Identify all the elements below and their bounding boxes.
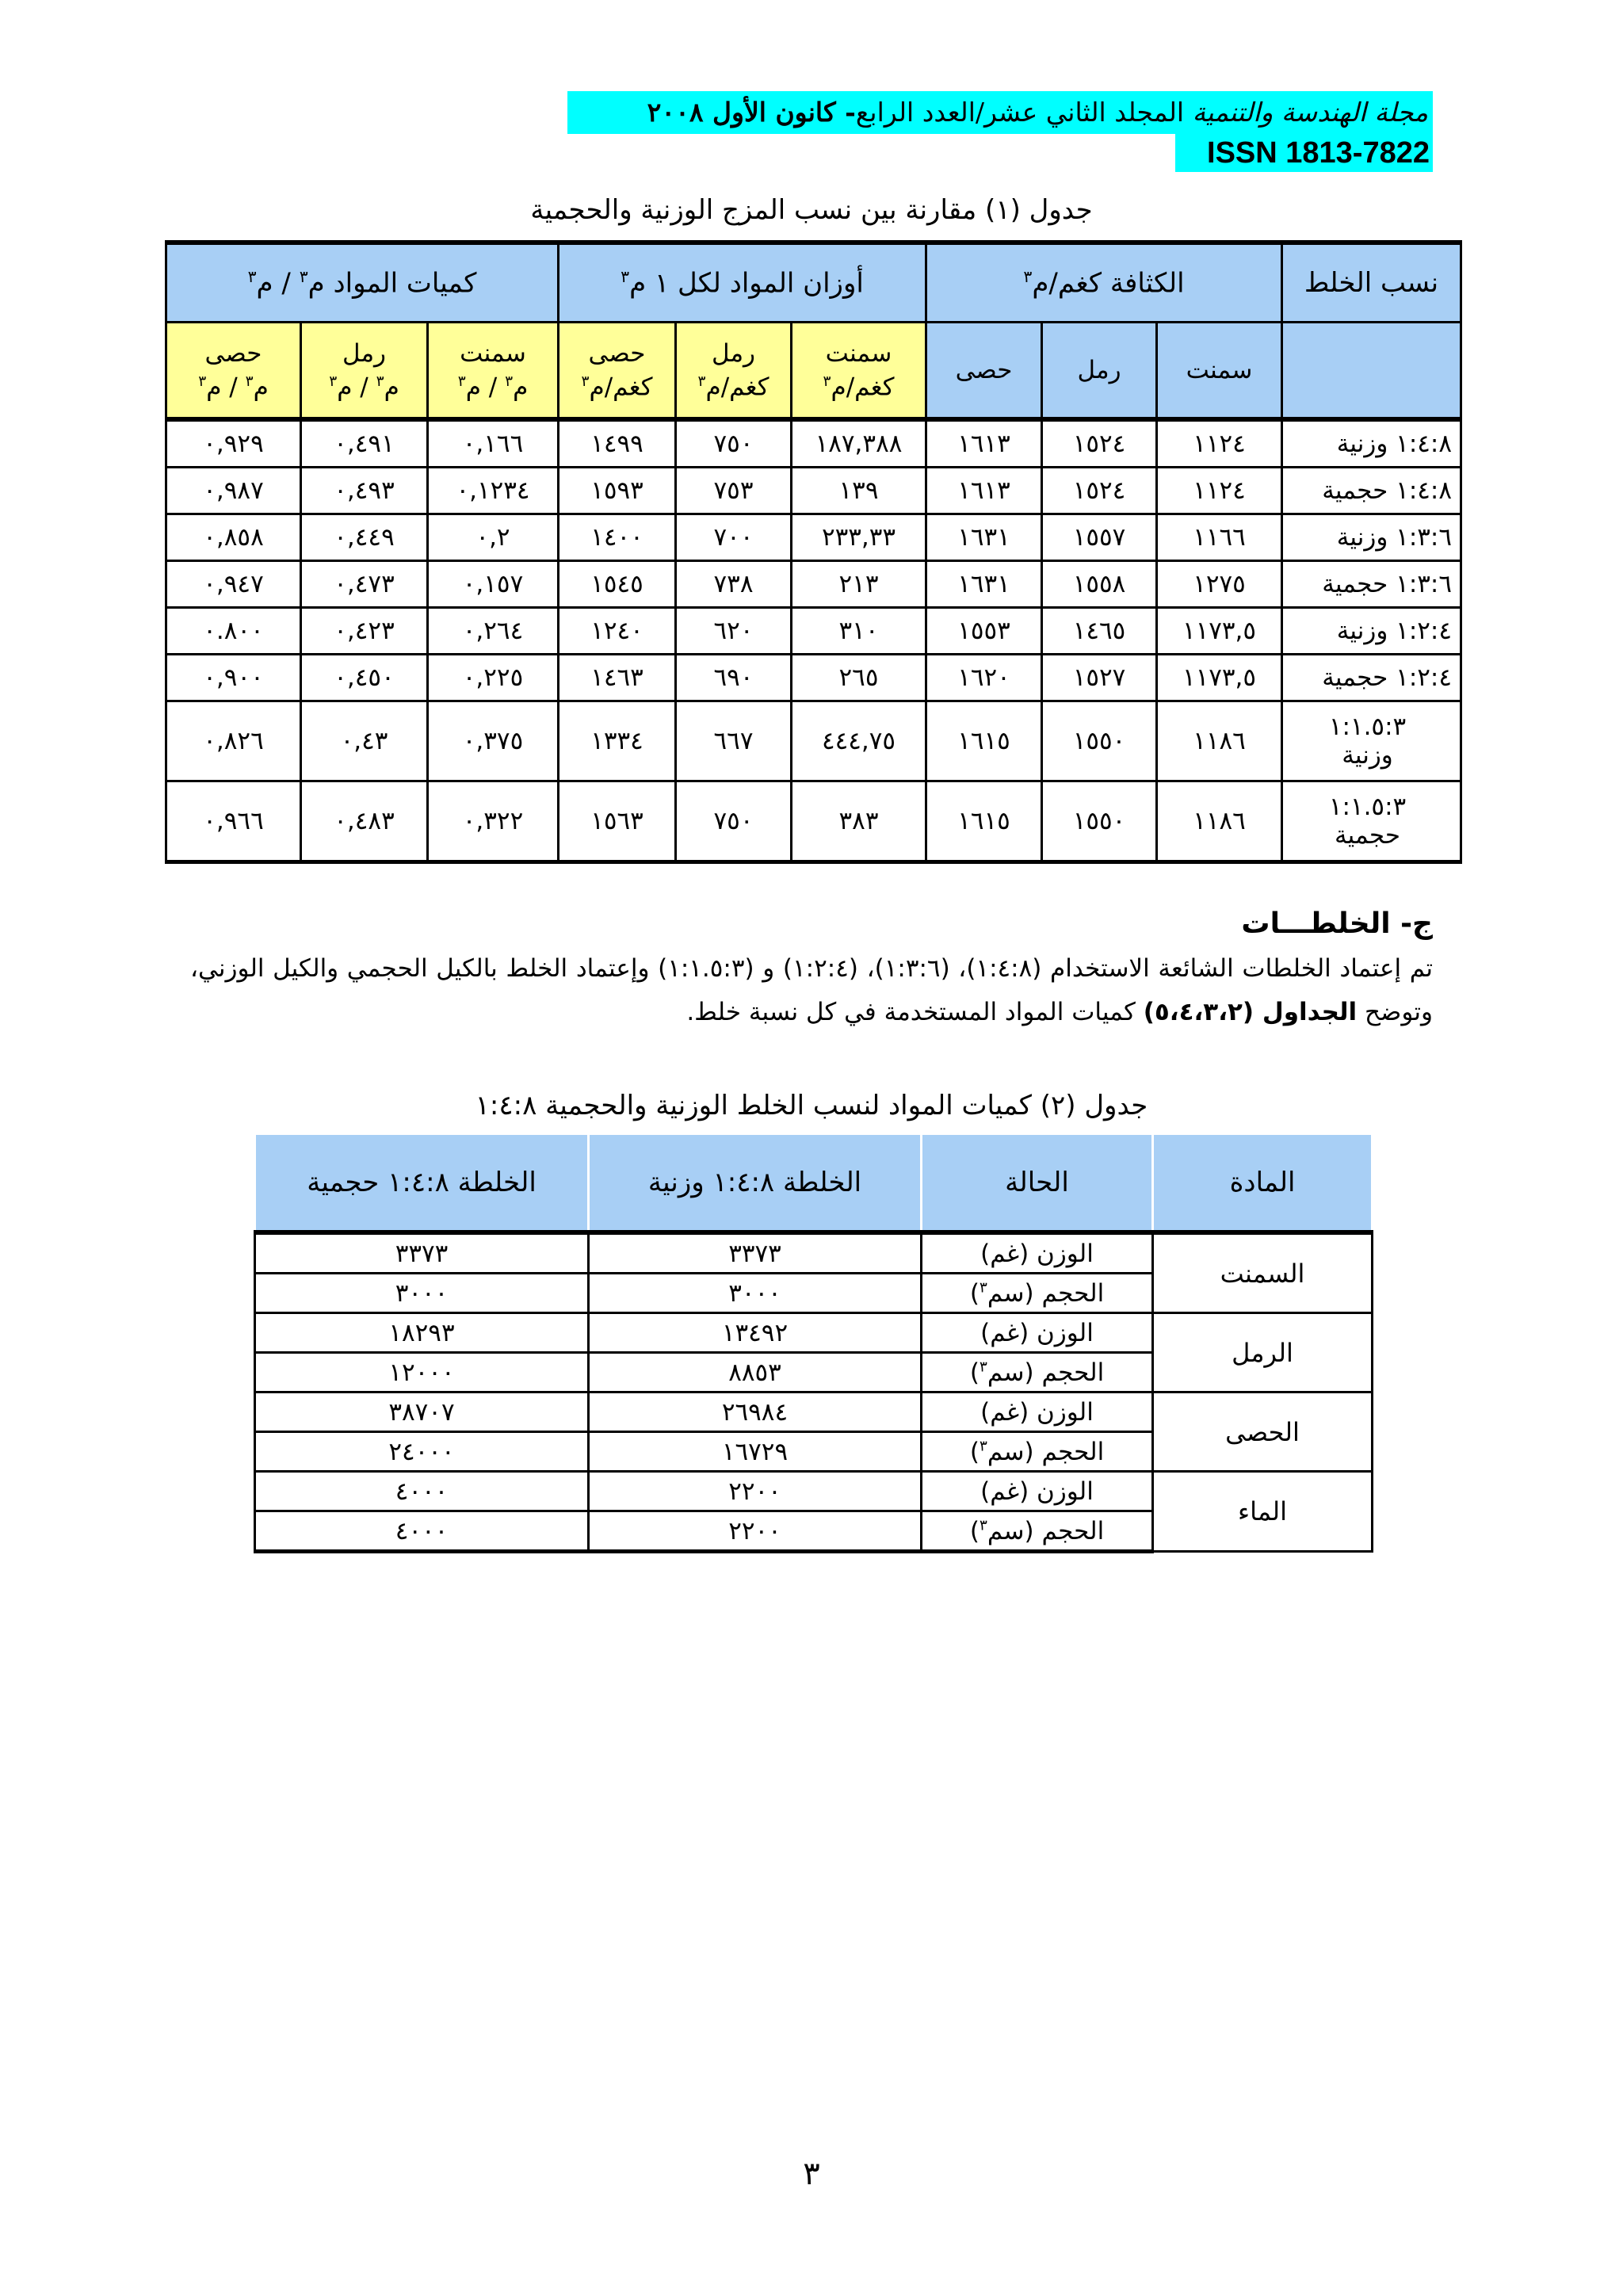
cell-w-cement: ١٨٧,٣٨٨ <box>792 419 926 468</box>
weight-mix-value: ٢٦٩٨٤ <box>589 1392 922 1432</box>
state-weight: الوزن (غم) <box>922 1392 1153 1432</box>
cell-d-gravel: ١٦٣١ <box>926 514 1042 561</box>
table-row <box>166 561 1461 608</box>
cell-d-cement: ١١٧٣,٥ <box>1157 608 1282 655</box>
volume-mix-value: ٢٤٠٠٠ <box>255 1432 589 1472</box>
weight-mix-value: ٢٢٠٠ <box>589 1511 922 1552</box>
cell-d-sand: ١٥٥٠ <box>1042 701 1157 781</box>
cell-q-sand: ٠,٤٢٣ <box>301 608 428 655</box>
cell-d-cement: ١١٢٤ <box>1157 419 1282 468</box>
section-title: ج- الخلطـــات <box>1241 907 1433 940</box>
table-row <box>166 655 1461 701</box>
cell-q-sand: ٠,٤٤٩ <box>301 514 428 561</box>
cell-q-gravel: ٠,٩٦٦ <box>166 781 301 862</box>
header-weights: أوزان المواد لكل ١ م$^٣$ <box>559 243 926 323</box>
state-volume: الحجم (سم$^٣$) <box>922 1432 1153 1472</box>
cell-q-sand: ٠,٤٩٣ <box>301 468 428 514</box>
mix-ratio-cell: ١:٤:٨ وزنية <box>1282 419 1461 468</box>
table1-caption: جدول (١) مقارنة بين نسب المزج الوزنية والحجمية <box>530 194 1093 226</box>
subheader-quantity-sand: رمل م$^٣$ / م$^٣$ <box>301 323 428 420</box>
cell-q-gravel: ٠,٩٢٩ <box>166 419 301 468</box>
header-state: الحالة <box>922 1135 1153 1232</box>
cell-d-gravel: ١٦١٥ <box>926 701 1042 781</box>
cell-q-cement: ٠,٢ <box>428 514 559 561</box>
weight-mix-value: ٢٢٠٠ <box>589 1472 922 1511</box>
cell-w-gravel: ١٥٦٣ <box>559 781 676 862</box>
cell-w-sand: ٧٥٠ <box>676 419 792 468</box>
cell-d-cement: ١٢٧٥ <box>1157 561 1282 608</box>
volume-mix-value: ١٢٠٠٠ <box>255 1353 589 1392</box>
cell-w-cement: ٤٤٤,٧٥ <box>792 701 926 781</box>
cell-w-sand: ٦٩٠ <box>676 655 792 701</box>
cell-q-cement: ٠,١٦٦ <box>428 419 559 468</box>
journal-date: - كانون الأول ٢٠٠٨ <box>647 97 856 128</box>
cell-q-sand: ٠,٤٨٣ <box>301 781 428 862</box>
cell-q-gravel: ٠,٩٤٧ <box>166 561 301 608</box>
cell-q-gravel: ٠,٩٨٧ <box>166 468 301 514</box>
cell-w-gravel: ١٤٦٣ <box>559 655 676 701</box>
cell-w-cement: ٢٣٣,٣٣ <box>792 514 926 561</box>
cell-d-gravel: ١٥٥٣ <box>926 608 1042 655</box>
subheader-density-cement: سمنت <box>1157 323 1282 420</box>
cell-w-cement: ١٣٩ <box>792 468 926 514</box>
header-mix-ratio: نسب الخلط <box>1282 243 1461 323</box>
mix-ratio-cell: ١:١.٥:٣ حجمية <box>1282 781 1461 862</box>
subheader-density-sand: رمل <box>1042 323 1157 420</box>
cell-q-cement: ٠,٢٦٤ <box>428 608 559 655</box>
header-volume-mix: الخلطة ١:٤:٨ حجمية <box>255 1135 589 1232</box>
journal-header <box>567 91 1433 134</box>
cell-d-gravel: ١٦٢٠ <box>926 655 1042 701</box>
material-name: الرمل <box>1153 1313 1373 1392</box>
mix-ratio-cell: ١:٢:٤ حجمية <box>1282 655 1461 701</box>
cell-w-sand: ٧٠٠ <box>676 514 792 561</box>
cell-w-cement: ٢١٣ <box>792 561 926 608</box>
header-density: الكثافة كغم/م$^٣$ <box>926 243 1282 323</box>
cell-q-sand: ٠,٤٩١ <box>301 419 428 468</box>
mix-quantities-table <box>254 1135 1373 1553</box>
cell-d-cement: ١١٨٦ <box>1157 781 1282 862</box>
cell-d-gravel: ١٦٣١ <box>926 561 1042 608</box>
table-row <box>166 701 1461 781</box>
header-corner-blank <box>1282 323 1461 420</box>
cell-q-cement: ٠,٣٧٥ <box>428 701 559 781</box>
cell-w-cement: ٢٦٥ <box>792 655 926 701</box>
section-paragraph: تم إعتماد الخلطات الشائعة الاستخدام (١:٤:٨)، (١:٣:٦)، (١:٢:٤) و (١:١.٥:٣) وإعتماد الخلط بالكيل الحجمي والكيل الوزني، وتوضح الجداول (٥،٤،٣،٢) كميات المواد المستخدمة في كل نسبة خلط. <box>190 954 1433 1026</box>
mix-ratio-comparison-table <box>165 240 1462 864</box>
weight-mix-value: ٣٠٠٠ <box>589 1274 922 1313</box>
cell-q-cement: ٠,١٢٣٤ <box>428 468 559 514</box>
cell-d-sand: ١٥٥٠ <box>1042 781 1157 862</box>
mix-ratio-cell: ١:٣:٦ حجمية <box>1282 561 1461 608</box>
page-number: ٣ <box>803 2156 820 2192</box>
table-row <box>166 468 1461 514</box>
cell-w-sand: ٧٥٣ <box>676 468 792 514</box>
table-row <box>255 1392 1373 1432</box>
cell-d-gravel: ١٦١٥ <box>926 781 1042 862</box>
cell-q-gravel: ٠,٨٥٨ <box>166 514 301 561</box>
state-volume: الحجم (سم$^٣$) <box>922 1511 1153 1552</box>
cell-w-gravel: ١٤٩٩ <box>559 419 676 468</box>
table-row <box>166 514 1461 561</box>
mix-ratio-cell: ١:٣:٦ وزنية <box>1282 514 1461 561</box>
cell-q-sand: ٠,٤٥٠ <box>301 655 428 701</box>
header-material: المادة <box>1153 1135 1373 1232</box>
cell-d-sand: ١٤٦٥ <box>1042 608 1157 655</box>
weight-mix-value: ٨٨٥٣ <box>589 1353 922 1392</box>
cell-d-gravel: ١٦١٣ <box>926 468 1042 514</box>
cell-d-gravel: ١٦١٣ <box>926 419 1042 468</box>
cell-q-gravel: ٠.٨٠٠ <box>166 608 301 655</box>
volume-mix-value: ١٨٢٩٣ <box>255 1313 589 1353</box>
subheader-density-gravel: حصى <box>926 323 1042 420</box>
volume-mix-value: ٣٨٧٠٧ <box>255 1392 589 1432</box>
cell-w-gravel: ١٤٠٠ <box>559 514 676 561</box>
cell-q-sand: ٠,٤٣ <box>301 701 428 781</box>
cell-w-gravel: ١٣٣٤ <box>559 701 676 781</box>
state-weight: الوزن (غم) <box>922 1232 1153 1274</box>
mix-ratio-cell: ١:٢:٤ وزنية <box>1282 608 1461 655</box>
material-name: السمنت <box>1153 1232 1373 1313</box>
cell-d-sand: ١٥٥٨ <box>1042 561 1157 608</box>
cell-d-cement: ١١٧٣,٥ <box>1157 655 1282 701</box>
cell-q-gravel: ٠,٨٢٦ <box>166 701 301 781</box>
weight-mix-value: ١٦٧٢٩ <box>589 1432 922 1472</box>
volume-mix-value: ٣٣٧٣ <box>255 1232 589 1274</box>
table-row <box>255 1232 1373 1274</box>
table-row <box>255 1472 1373 1511</box>
table2-caption: جدول (٢) كميات المواد لنسب الخلط الوزنية والحجمية ١:٤:٨ <box>475 1090 1148 1121</box>
subheader-weight-gravel: حصى كغم/م$^٣$ <box>559 323 676 420</box>
cell-w-sand: ٦٢٠ <box>676 608 792 655</box>
cell-q-cement: ٠,٢٢٥ <box>428 655 559 701</box>
cell-q-sand: ٠,٤٧٣ <box>301 561 428 608</box>
mix-ratio-cell: ١:٤:٨ حجمية <box>1282 468 1461 514</box>
subheader-weight-cement: سمنت كغم/م$^٣$ <box>792 323 926 420</box>
cell-w-sand: ٦٦٧ <box>676 701 792 781</box>
weight-mix-value: ١٣٤٩٢ <box>589 1313 922 1353</box>
cell-d-sand: ١٥٥٧ <box>1042 514 1157 561</box>
weight-mix-value: ٣٣٧٣ <box>589 1232 922 1274</box>
table-row <box>255 1313 1373 1353</box>
cell-q-gravel: ٠,٩٠٠ <box>166 655 301 701</box>
cell-d-sand: ١٥٢٧ <box>1042 655 1157 701</box>
cell-d-cement: ١١٨٦ <box>1157 701 1282 781</box>
cell-d-sand: ١٥٢٤ <box>1042 468 1157 514</box>
journal-name: مجلة الهندسة والتنمية <box>1192 97 1428 128</box>
cell-q-cement: ٠,١٥٧ <box>428 561 559 608</box>
issn-label: ISSN 1813-7822 <box>1175 134 1433 172</box>
cell-w-cement: ٣١٠ <box>792 608 926 655</box>
volume-mix-value: ٤٠٠٠ <box>255 1472 589 1511</box>
state-volume: الحجم (سم$^٣$) <box>922 1353 1153 1392</box>
mix-ratio-cell: ١:١.٥:٣ وزنية <box>1282 701 1461 781</box>
subheader-quantity-cement: سمنت م$^٣$ / م$^٣$ <box>428 323 559 420</box>
volume-mix-value: ٤٠٠٠ <box>255 1511 589 1552</box>
cell-q-cement: ٠,٣٢٢ <box>428 781 559 862</box>
journal-volume-issue: المجلد الثاني عشر/العدد الرابع <box>855 97 1193 128</box>
header-weight-mix: الخلطة ١:٤:٨ وزنية <box>589 1135 922 1232</box>
volume-mix-value: ٣٠٠٠ <box>255 1274 589 1313</box>
cell-d-cement: ١١٢٤ <box>1157 468 1282 514</box>
material-name: الحصى <box>1153 1392 1373 1472</box>
state-weight: الوزن (غم) <box>922 1313 1153 1353</box>
state-volume: الحجم (سم$^٣$) <box>922 1274 1153 1313</box>
subheader-quantity-gravel: حصى م$^٣$ / م$^٣$ <box>166 323 301 420</box>
subheader-weight-sand: رمل كغم/م$^٣$ <box>676 323 792 420</box>
cell-w-gravel: ١٢٤٠ <box>559 608 676 655</box>
cell-w-gravel: ١٥٤٥ <box>559 561 676 608</box>
cell-w-sand: ٧٣٨ <box>676 561 792 608</box>
table-row <box>166 608 1461 655</box>
cell-d-sand: ١٥٢٤ <box>1042 419 1157 468</box>
material-name: الماء <box>1153 1472 1373 1552</box>
cell-w-sand: ٧٥٠ <box>676 781 792 862</box>
cell-d-cement: ١١٦٦ <box>1157 514 1282 561</box>
table-row <box>166 781 1461 862</box>
state-weight: الوزن (غم) <box>922 1472 1153 1511</box>
table-row <box>166 419 1461 468</box>
header-quantities: كميات المواد م$^٣$ / م$^٣$ <box>166 243 559 323</box>
cell-w-gravel: ١٥٩٣ <box>559 468 676 514</box>
cell-w-cement: ٣٨٣ <box>792 781 926 862</box>
